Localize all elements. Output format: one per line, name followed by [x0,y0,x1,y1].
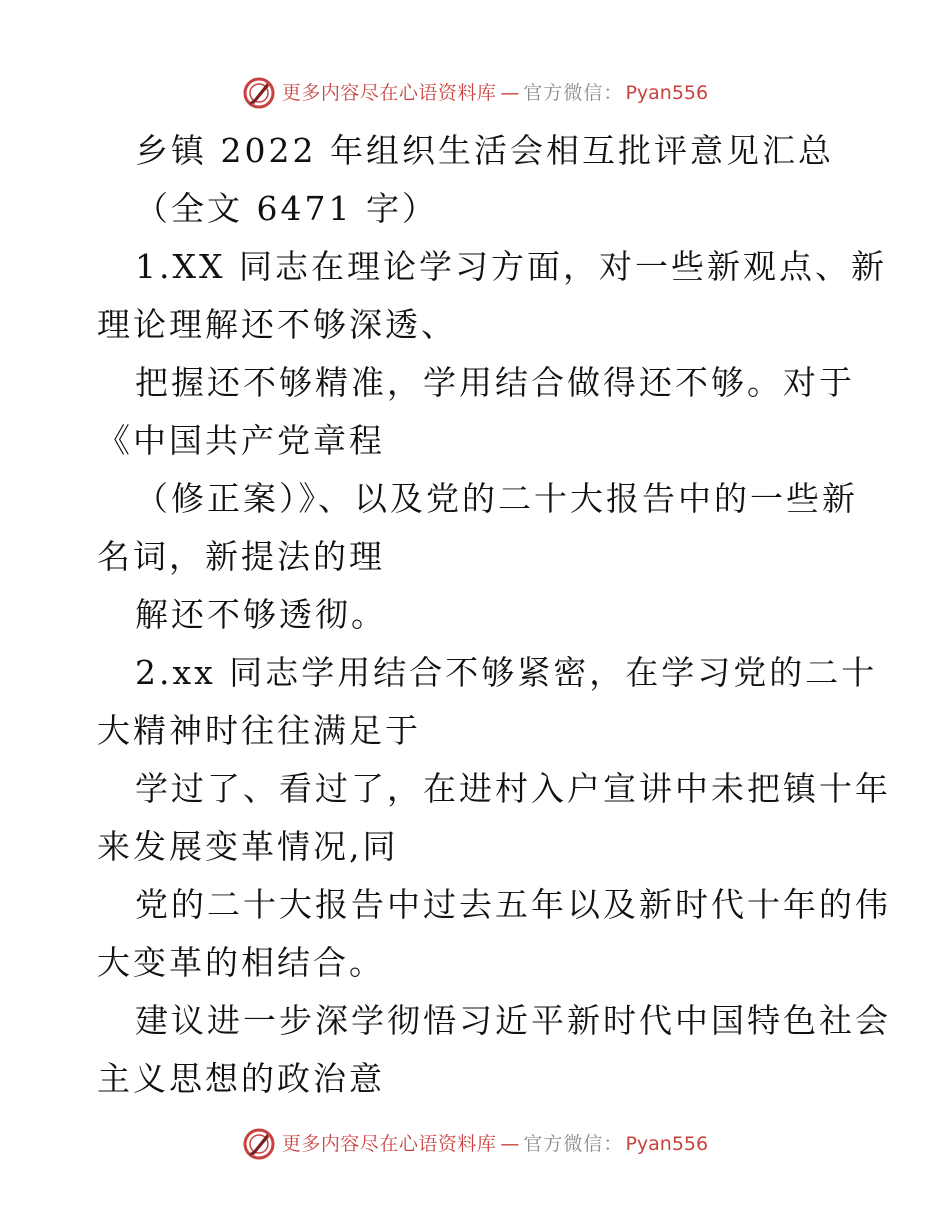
banner-official-label: 官方微信： [523,82,624,104]
body-line: 2.xx 同志学用结合不够紧密，在学习党的二十 [135,653,878,692]
body-line: 大变革的相结合。 [97,943,385,982]
banner-brand: 更多内容尽在心语资料库 [281,1133,497,1155]
document-subtitle: （全文 6471 字） [135,189,438,228]
document-title: 乡镇 2022 年组织生活会相互批评意见汇总 [135,131,834,170]
header-banner [0,76,950,110]
quill-pen-logo-icon [242,76,276,110]
banner-dash: — [500,1133,520,1155]
body-line: 把握还不够精准，学用结合做得还不够。对于 [135,363,855,402]
body-line: 主义思想的政治意 [97,1059,385,1098]
body-line: 来发展变革情况,同 [97,827,399,866]
quill-pen-logo-icon [242,1127,276,1161]
body-line: （修正案）》、以及党的二十大报告中的一些新 [135,479,858,518]
body-line: 《中国共产党章程 [97,421,385,460]
body-line: 大精神时往往满足于 [97,711,421,750]
banner-official-label: 官方微信： [523,1133,624,1155]
body-line: 1.XX 同志在理论学习方面，对一些新观点、新 [135,247,887,286]
body-line: 党的二十大报告中过去五年以及新时代十年的伟 [135,885,891,924]
body-line: 名词，新提法的理 [97,537,385,576]
banner-wechat-id: Pyan556 [625,82,709,104]
body-line: 理论理解还不够深透、 [97,305,457,344]
body-line: 建议进一步深学彻悟习近平新时代中国特色社会 [135,1001,891,1040]
banner-wechat-id: Pyan556 [625,1133,709,1155]
banner-dash: — [500,82,520,104]
document-body [97,122,891,1108]
banner-brand: 更多内容尽在心语资料库 [281,82,497,104]
body-line: 解还不够透彻。 [135,595,387,634]
footer-banner [0,1127,950,1161]
body-line: 学过了、看过了，在进村入户宣讲中未把镇十年 [135,769,891,808]
